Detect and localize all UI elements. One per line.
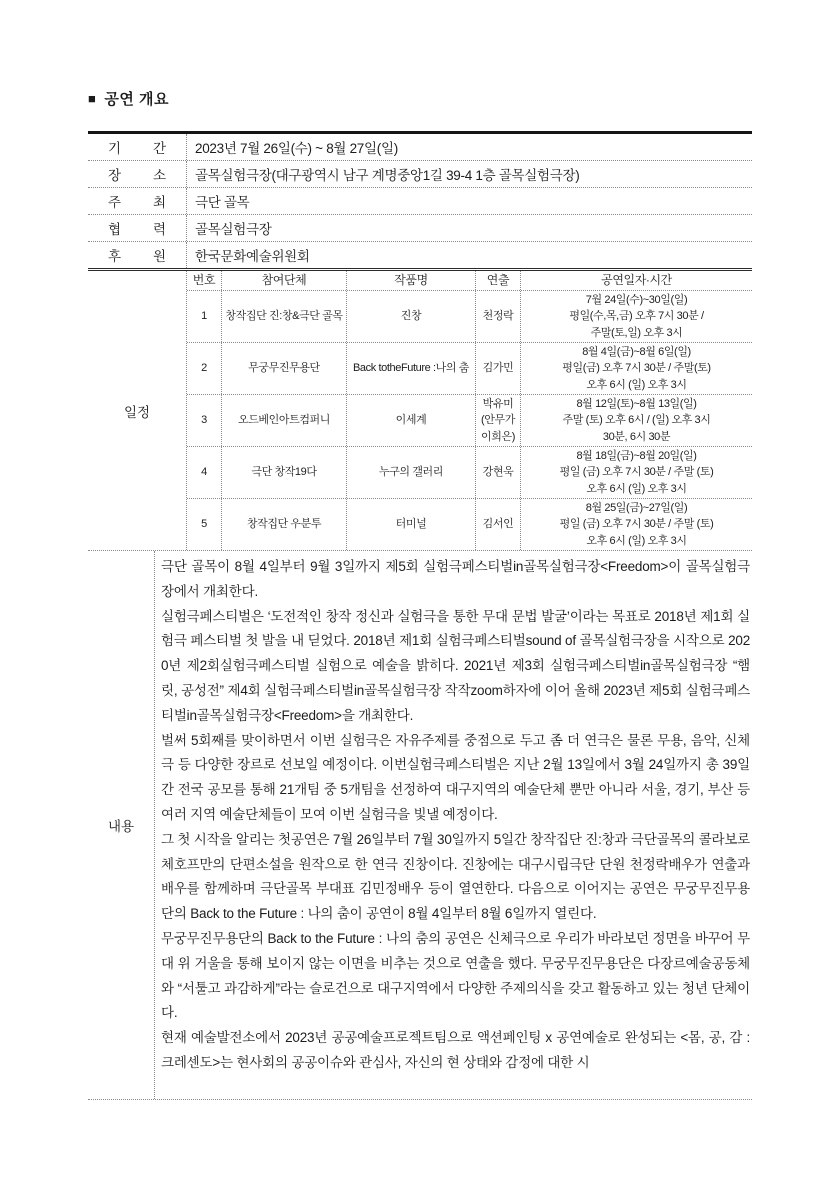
info-label-period-text: 기 간	[108, 141, 166, 156]
schedule-header-org: 참여단체	[222, 271, 347, 290]
cell-line: 강현욱	[482, 466, 514, 479]
table-row	[187, 395, 752, 447]
cell-line: 평일 (금) 오후 7시 30분 / 주말 (토)	[559, 518, 714, 531]
cell-line: 주말(토,일) 오후 3시	[590, 326, 683, 339]
schedule-cell-work: 이세계	[347, 395, 476, 446]
page-title-text: 공연 개요	[104, 91, 169, 108]
table-row	[187, 343, 752, 395]
cell-line: 8월 18일(금)~8월 20일(일)	[576, 449, 697, 462]
schedule-cell-datetime	[521, 447, 752, 498]
square-bullet-icon: ■	[88, 91, 97, 106]
content-body	[154, 551, 752, 1099]
info-value-period: 2023년 7월 26일(수) ~ 8월 27일(일)	[186, 134, 752, 160]
schedule-cell-datetime	[521, 343, 752, 394]
cell-line: 오후 6시 (일) 오후 3시	[586, 534, 687, 547]
cell-line: 오후 6시 (일) 오후 3시	[586, 482, 687, 495]
schedule-cell-no: 4	[187, 447, 222, 498]
content-paragraph: 그 첫 시작을 알리는 첫공연은 7월 26일부터 7월 30일까지 5일간 창작집단 진:창과 극단골목의 콜라보로 체호프만의 단편소설을 원작으로 한 연극 진창이다. 진창에는 대구시립극단 단원 천정락배우가 연출과 배우를 함께하며 극단골목 부대표 김민정배우 등이 열연한다. 다음으로 이어지는 공연은 무궁무진무용단의 Back to the Future : 나의 춤이 공연이 8월 4일부터 8월 6일까지 열린다.	[161, 831, 750, 922]
schedule-cell-org: 무궁무진무용단	[222, 343, 347, 394]
cell-line: 박유미	[482, 397, 514, 410]
cell-line: 주말 (토) 오후 6시 / (일) 오후 3시	[562, 414, 711, 427]
schedule-header-row	[187, 271, 752, 291]
info-label-sponsor-text: 후 원	[108, 249, 166, 264]
schedule-cell-work: Back totheFuture :나의 춤	[347, 343, 476, 394]
table-row	[187, 447, 752, 499]
info-row-host	[88, 188, 752, 215]
cell-line: 8월 12일(토)~8월 13일(일)	[576, 397, 697, 410]
schedule-cell-no: 1	[187, 291, 222, 342]
cell-line: 김가민	[482, 362, 514, 375]
content-paragraph: 극단 골목이 8월 4일부터 9월 3일까지 제5회 실험극페스티벌in골목실험극장<Freedom>이 골목실험극장에서 개최한다.	[161, 559, 750, 599]
schedule-cell-work: 누구의 갤러리	[347, 447, 476, 498]
page-title	[88, 88, 752, 109]
schedule-cell-org: 창작집단 우분투	[222, 499, 347, 550]
content-label: 내용	[107, 819, 135, 834]
info-value-sponsor: 한국문화예술위원회	[186, 242, 752, 268]
table-row	[187, 499, 752, 550]
cell-line: 평일(수,목,금) 오후 7시 30분 /	[569, 310, 704, 323]
schedule-label: 일정	[123, 404, 151, 420]
info-row-period	[88, 134, 752, 161]
schedule-cell-datetime	[521, 291, 752, 342]
schedule-cell-director	[476, 291, 521, 342]
schedule-cell-work: 터미널	[347, 499, 476, 550]
cell-line: 30분, 6시 30분	[602, 430, 671, 443]
content-paragraph: 벌써 5회째를 맞이하면서 이번 실험극은 자유주제를 중점으로 두고 좀 더 연극은 물론 무용, 음악, 신체극 등 다양한 장르로 선보일 예정이다. 이번실험극페스티벌은 지난 2월 13일에서 3월 24일까지 총 39일간 전국 공모를 통해 21개팀 중 5개팀을 선정하여 대구지역의 예술단체 뿐만 아니라 서울, 경기, 부산 등 여러 지역 예술단체들이 모여 이번 실험극을 빛낼 예정이다.	[161, 732, 750, 822]
schedule-cell-datetime	[521, 499, 752, 550]
document-body	[88, 88, 752, 1100]
cell-line: 오후 6시 (일) 오후 3시	[586, 378, 687, 391]
cell-line: 이희은)	[481, 430, 515, 443]
cell-line: 평일 (금) 오후 7시 30분 / 주말 (토)	[559, 466, 714, 479]
cell-line: (안무가	[481, 414, 515, 427]
schedule-section	[88, 271, 752, 551]
overview-info-table	[88, 131, 752, 271]
schedule-table	[186, 271, 752, 550]
info-label-host-text: 주 최	[108, 195, 166, 210]
schedule-cell-director	[476, 343, 521, 394]
info-label-period	[88, 134, 186, 160]
content-paragraph: 현재 예술발전소에서 2023년 공공예술프로젝트팀으로 액션페인팅 x 공연예술로 완성되는 <몸, 공, 감 : 크레센도>는 현사회의 공공이슈와 관심사, 자신의 현 상태와 감정에 대한 시	[161, 1030, 750, 1070]
info-value-host: 극단 골목	[186, 188, 752, 214]
info-row-cooperation	[88, 215, 752, 242]
info-label-cooperation	[88, 215, 186, 241]
schedule-cell-director	[476, 499, 521, 550]
info-label-host	[88, 188, 186, 214]
cell-line: 평일(금) 오후 7시 30분 / 주말(토)	[562, 362, 711, 375]
info-value-place: 골목실험극장(대구광역시 남구 계명중앙1길 39-4 1층 골목실험극장)	[186, 161, 752, 187]
schedule-cell-no: 5	[187, 499, 222, 550]
schedule-cell-director	[476, 395, 521, 446]
schedule-cell-no: 2	[187, 343, 222, 394]
info-label-place	[88, 161, 186, 187]
schedule-cell-datetime	[521, 395, 752, 446]
info-row-sponsor	[88, 242, 752, 268]
info-label-sponsor	[88, 242, 186, 268]
content-section	[88, 551, 752, 1100]
schedule-cell-work: 진창	[347, 291, 476, 342]
schedule-header-no: 번호	[187, 271, 222, 290]
info-value-cooperation: 골목실험극장	[186, 215, 752, 241]
schedule-header-work: 작품명	[347, 271, 476, 290]
cell-line: 김서인	[482, 518, 514, 531]
schedule-header-datetime: 공연일자·시간	[601, 273, 672, 288]
cell-line: 8월 4일(금)~8월 6일(일)	[582, 345, 691, 358]
schedule-cell-director	[476, 447, 521, 498]
content-paragraph: 무궁무진무용단의 Back to the Future : 나의 춤의 공연은 신체극으로 우리가 바라보던 정면을 바꾸어 무대 위 거울을 통해 보이지 않는 이면을 비추는 것으로 연출을 했다. 무궁무진무용단은 다장르예술공동체와 “서툴고 과감하게”라는 슬로건으로 대구지역에서 다양한 주제의식을 갖고 활동하고 있는 청년 단체이다.	[161, 930, 750, 1021]
cell-line: 7월 24일(수)~30일(일)	[585, 293, 688, 306]
info-label-cooperation-text: 협 력	[108, 222, 166, 237]
schedule-cell-no: 3	[187, 395, 222, 446]
schedule-cell-org: 극단 창작19다	[222, 447, 347, 498]
schedule-header-director: 연출	[476, 271, 521, 290]
cell-line: 8월 25일(금)~27일(일)	[585, 501, 688, 514]
cell-line: 천정락	[482, 310, 514, 323]
schedule-cell-org: 오드베인아트컴퍼니	[222, 395, 347, 446]
info-row-place	[88, 161, 752, 188]
info-label-place-text: 장 소	[108, 168, 166, 183]
schedule-cell-org: 창작집단 진:창&극단 골목	[222, 291, 347, 342]
table-row	[187, 291, 752, 343]
content-paragraph: 실험극페스티벌은 ‘도전적인 창작 정신과 실험극을 통한 무대 문법 발굴’이라는 목표로 2018년 제1회 실험극 페스티벌 첫 발을 내 딛었다. 2018년 제1회 실험극페스티벌sound of 골목실험극장을 시작으로 2020년 제2회실험극페스티벌 실험으로 예술을 밝히다. 2021년 제3회 실험극페스티벌in골목실험극장 “햄릿, 공성전” 제4회 실험극페스티벌in골목실험극장 작작zoom하자에 이어 올해 2023년 제5회 실험극페스티벌in골목실험극장<Freedom>을 개최한다.	[161, 608, 750, 723]
